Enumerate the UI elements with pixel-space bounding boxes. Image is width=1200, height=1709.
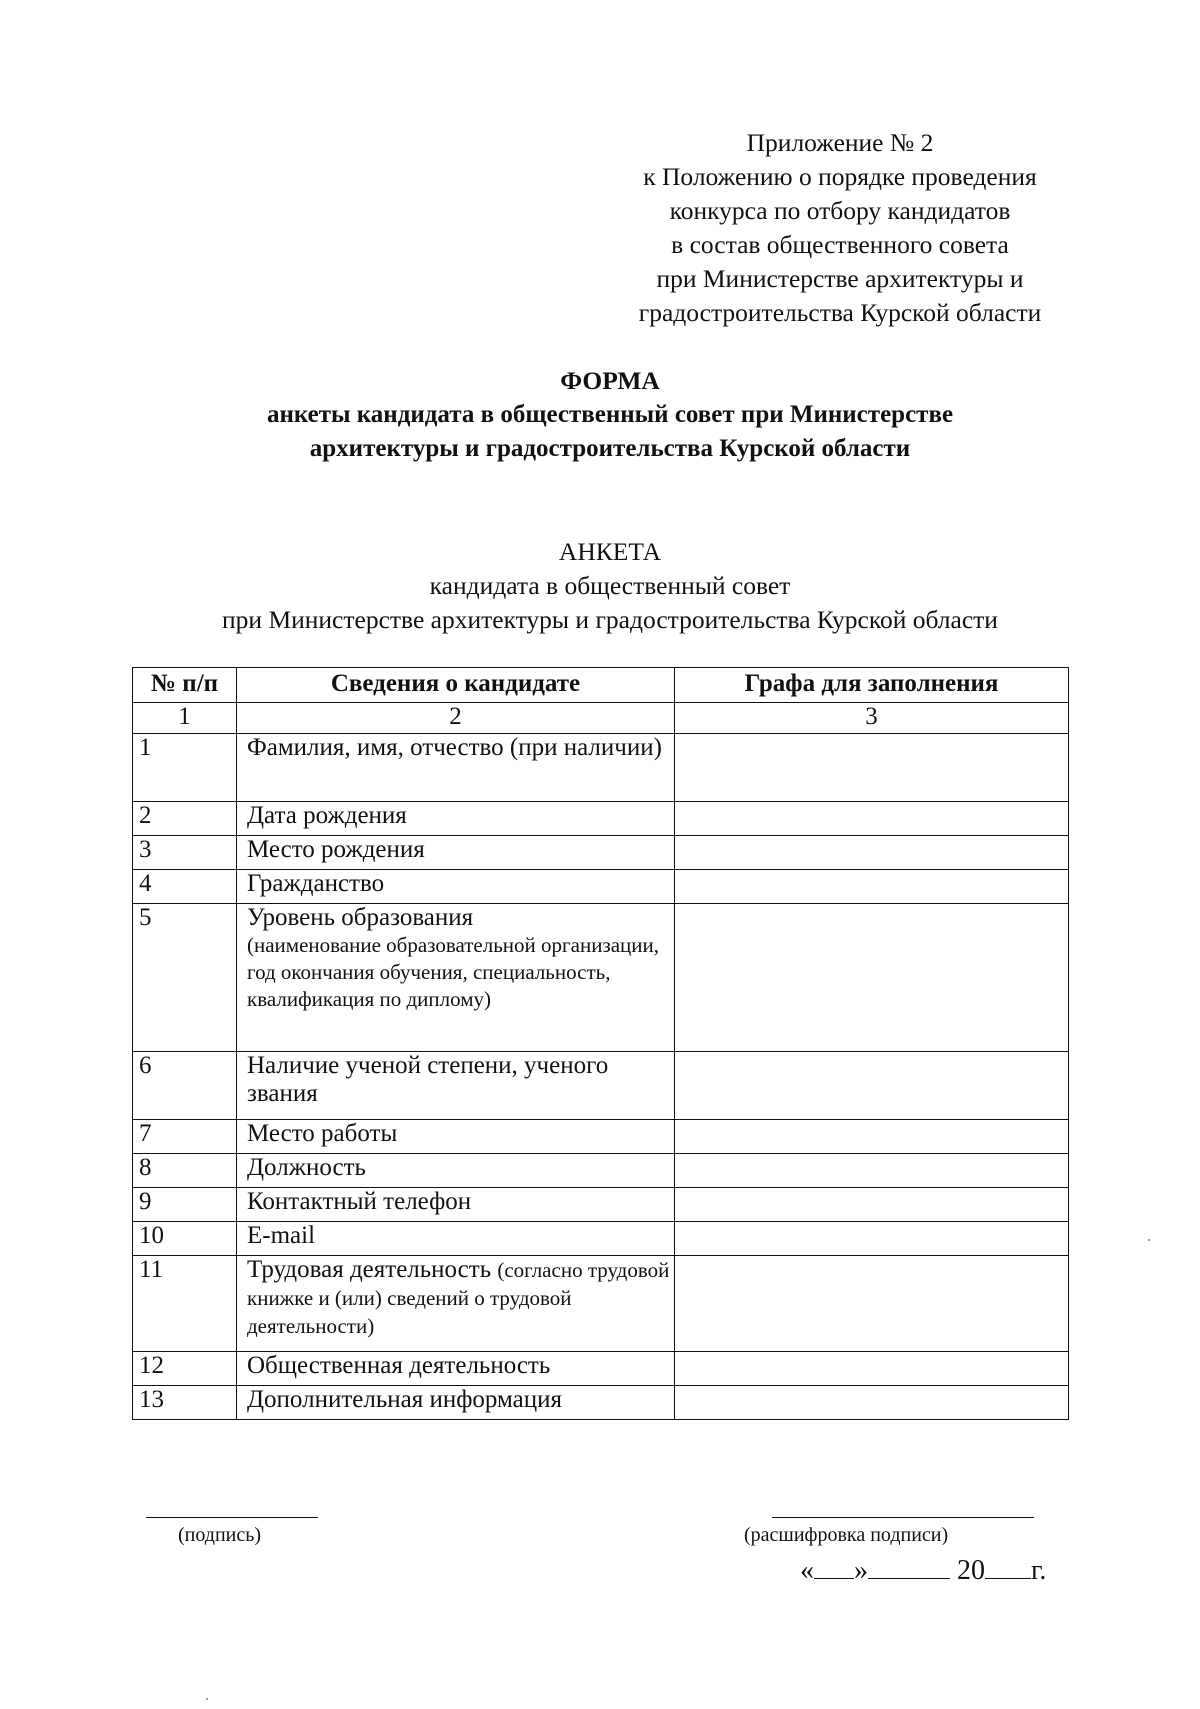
table-row xyxy=(133,836,1069,870)
table-row xyxy=(133,802,1069,836)
row-label: Гражданство xyxy=(247,870,385,897)
row-label: Контактный телефон xyxy=(247,1188,472,1215)
row-label: Наличие ученой степени, ученого звания xyxy=(247,1052,609,1107)
row-number: 1 xyxy=(133,734,237,802)
anketa-line: кандидата в общественный совет xyxy=(429,571,791,600)
day-blank[interactable] xyxy=(814,1552,854,1579)
appendix-line: градостроительства Курской области xyxy=(638,298,1042,327)
appendix-line: при Министерстве архитектуры и xyxy=(656,264,1024,293)
row-number: 4 xyxy=(133,870,237,904)
signature-caption: (подпись) xyxy=(178,1524,262,1546)
row-fill-field[interactable] xyxy=(675,1188,1069,1222)
row-fill-field[interactable] xyxy=(675,1386,1069,1420)
date-line xyxy=(800,1552,1046,1588)
row-label: Фамилия, имя, отчество (при наличии) xyxy=(247,734,662,761)
year-blank[interactable] xyxy=(985,1552,1031,1579)
row-fill-field[interactable] xyxy=(675,1154,1069,1188)
signature-line[interactable] xyxy=(146,1517,318,1518)
row-fill-field[interactable] xyxy=(675,1052,1069,1120)
month-blank[interactable] xyxy=(868,1552,950,1579)
table-header-row xyxy=(133,668,1069,703)
row-number: 8 xyxy=(133,1154,237,1188)
row-fill-field[interactable] xyxy=(675,870,1069,904)
row-number: 12 xyxy=(133,1352,237,1386)
row-label-cell xyxy=(237,1120,675,1154)
table-row xyxy=(133,1386,1069,1420)
anketa-line: при Министерстве архитектуры и градостроительства Курской области xyxy=(222,605,998,634)
row-label: Место работы xyxy=(247,1120,398,1147)
row-label: Общественная деятельность xyxy=(247,1352,551,1379)
row-label-cell xyxy=(237,1188,675,1222)
row-fill-field[interactable] xyxy=(675,1352,1069,1386)
row-number: 2 xyxy=(133,802,237,836)
header-fill-column: Графа для заполнения xyxy=(675,668,1069,703)
row-label: E-mail xyxy=(247,1222,316,1249)
row-label-cell xyxy=(237,1222,675,1256)
row-label-cell xyxy=(237,802,675,836)
row-hint: (согласно трудовой книжке и (или) сведений о трудовой деятельности) xyxy=(247,1258,670,1338)
form-subtitle-line: архитектуры и градостроительства Курской области xyxy=(309,435,911,462)
row-label: Дополнительная информация xyxy=(247,1386,563,1413)
row-label-cell xyxy=(237,1052,675,1120)
row-number: 6 xyxy=(133,1052,237,1120)
table-row xyxy=(133,904,1069,1052)
row-fill-field[interactable] xyxy=(675,734,1069,802)
table-row xyxy=(133,1256,1069,1352)
row-number: 7 xyxy=(133,1120,237,1154)
row-label-cell xyxy=(237,904,675,1052)
appendix-line: Приложение № 2 xyxy=(746,128,934,157)
column-number: 3 xyxy=(675,703,1069,734)
date-open-quote: « xyxy=(800,1555,814,1586)
row-number: 9 xyxy=(133,1188,237,1222)
column-number: 2 xyxy=(237,703,675,734)
questionnaire-table xyxy=(132,667,1069,1420)
anketa-title: АНКЕТА xyxy=(558,537,662,566)
row-label-cell xyxy=(237,836,675,870)
table-row xyxy=(133,1052,1069,1120)
row-label-cell xyxy=(237,1256,675,1352)
year-suffix: г. xyxy=(1031,1555,1047,1586)
column-number-row xyxy=(133,703,1069,734)
table-row xyxy=(133,870,1069,904)
table-row xyxy=(133,1188,1069,1222)
table-row xyxy=(133,1222,1069,1256)
year-prefix: 20 xyxy=(957,1555,985,1586)
signature-decoding-line[interactable] xyxy=(772,1517,1034,1518)
header-candidate-info: Сведения о кандидате xyxy=(237,668,675,703)
row-label-cell xyxy=(237,734,675,802)
row-number: 3 xyxy=(133,836,237,870)
column-number: 1 xyxy=(133,703,237,734)
row-label-cell xyxy=(237,870,675,904)
row-label: Дата рождения xyxy=(247,802,407,829)
row-number: 11 xyxy=(133,1256,237,1352)
row-label-cell xyxy=(237,1154,675,1188)
row-number: 10 xyxy=(133,1222,237,1256)
appendix-reference xyxy=(590,126,1090,330)
table-body xyxy=(133,734,1069,1420)
date-close-quote: » xyxy=(854,1555,868,1586)
scan-speck xyxy=(206,1698,208,1700)
appendix-line: в состав общественного совета xyxy=(671,230,1009,259)
row-label: Должность xyxy=(247,1154,366,1181)
table-row xyxy=(133,1120,1069,1154)
table-row xyxy=(133,734,1069,802)
row-hint: (наименование образовательной организации, год окончания обучения, специальность, квалификация по диплому) xyxy=(247,933,660,1011)
appendix-line: конкурса по отбору кандидатов xyxy=(669,196,1011,225)
scan-speck xyxy=(1148,1239,1150,1241)
row-fill-field[interactable] xyxy=(675,1120,1069,1154)
header-number: № п/п xyxy=(133,668,237,703)
row-number: 5 xyxy=(133,904,237,1052)
row-fill-field[interactable] xyxy=(675,836,1069,870)
row-label-cell xyxy=(237,1352,675,1386)
form-subtitle-line: анкеты кандидата в общественный совет при Министерстве xyxy=(266,401,954,428)
form-title: ФОРМА xyxy=(560,366,660,395)
row-label: Уровень образования xyxy=(247,904,474,931)
anketa-heading xyxy=(120,535,1100,637)
row-fill-field[interactable] xyxy=(675,1256,1069,1352)
row-label-cell xyxy=(237,1386,675,1420)
row-label: Место рождения xyxy=(247,836,425,863)
table-row xyxy=(133,1154,1069,1188)
signature-decoding-caption: (расшифровка подписи) xyxy=(744,1524,949,1546)
row-label: Трудовая деятельность xyxy=(247,1256,492,1283)
row-fill-field[interactable] xyxy=(675,1222,1069,1256)
row-fill-field[interactable] xyxy=(675,904,1069,1052)
row-number: 13 xyxy=(133,1386,237,1420)
table-row xyxy=(133,1352,1069,1386)
appendix-line: к Положению о порядке проведения xyxy=(643,162,1037,191)
form-heading xyxy=(120,364,1100,466)
row-fill-field[interactable] xyxy=(675,802,1069,836)
